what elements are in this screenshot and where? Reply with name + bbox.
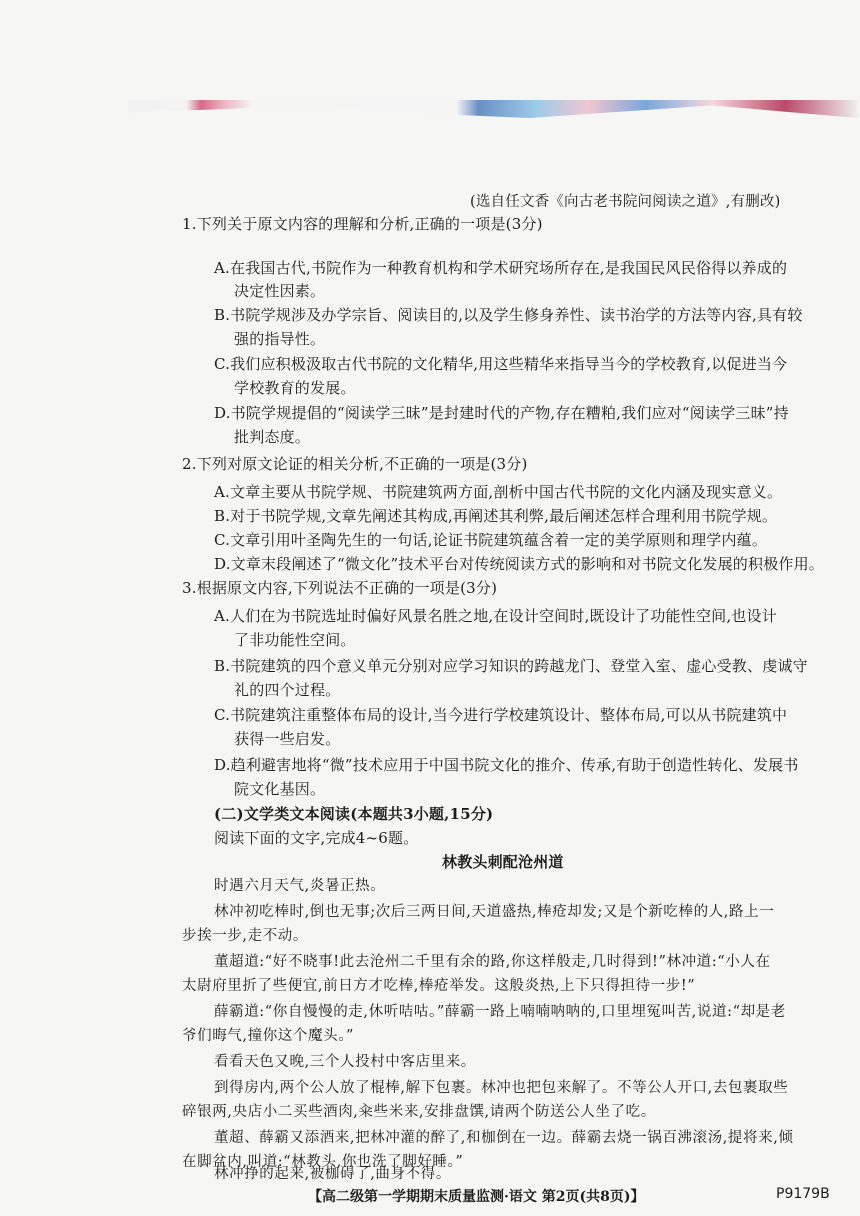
passage-paragraph: 林冲初吃棒时,倒也无事;次后三两日间,天道盛热,棒疮却发;又是个新吃棒的人,路上一 (214, 904, 775, 920)
section-heading: (二)文学类文本阅读(本题共3小题,15分) (214, 805, 494, 823)
passage-paragraph: 林冲挣的起来,被枷碍了,曲身不得。 (214, 1166, 451, 1182)
question-1-option-d: D.书院学规提倡的“阅读学三昧”是封建时代的产物,存在糟粕,我们应对“阅读学三昧”持 (214, 404, 789, 422)
question-1-option-a-cont: 决定性因素。 (234, 282, 326, 300)
passage-paragraph-cont: 爷们晦气,撞你这个魔头。” (182, 1028, 355, 1044)
question-1-option-b: B.书院学规涉及办学宗旨、阅读目的,以及学生修身养性、读书治学的方法等内容,具有较 (214, 306, 803, 324)
question-3-option-d: D.趋利避害地将“微”技术应用于中国书院文化的推介、传承,有助于创造性转化、发展书 (214, 756, 799, 774)
question-3-option-c: C.书院建筑注重整体布局的设计,当今进行学校建筑设计、整体布局,可以从书院建筑中 (214, 706, 788, 724)
reading-instruction: 阅读下面的文字,完成4~6题。 (214, 829, 419, 847)
question-3-option-d-cont: 院文化基因。 (234, 780, 326, 798)
page-footer: 【高二级第一学期期末质量监测·语文 第2页(共8页)】 (308, 1189, 645, 1205)
question-1-option-c-cont: 学校教育的发展。 (234, 379, 356, 397)
passage-paragraph: 薛霸道:“你自慢慢的走,休听咭咕。”薛霸一路上喃喃呐呐的,口里埋冤叫苦,说道:“却是老 (214, 1004, 786, 1020)
question-3-option-c-cont: 获得一些启发。 (234, 730, 341, 748)
question-2-option-a: A.文章主要从书院学规、书院建筑两方面,剖析中国古代书院的文化内涵及现实意义。 (214, 483, 783, 501)
question-1-option-a: A.在我国古代,书院作为一种教育机构和学术研究场所存在,是我国民风民俗得以养成的 (214, 259, 788, 277)
exam-code: P9179B (776, 1186, 830, 1202)
passage-title: 林教头刺配沧州道 (442, 853, 564, 871)
passage-paragraph: 董超、薛霸又添酒来,把林冲灌的醉了,和枷倒在一边。薛霸去烧一锅百沸滚汤,提将来,倾 (214, 1130, 794, 1146)
passage-paragraph: 时遇六月天气,炎暑正热。 (214, 878, 386, 894)
decorative-banner (128, 100, 858, 118)
question-1-option-c: C.我们应积极汲取古代书院的文化精华,用这些精华来指导当今的学校教育,以促进当今 (214, 355, 788, 373)
question-3-option-a: A.人们在为书院选址时偏好风景名胜之地,在设计空间时,既设计了功能性空间,也设计 (214, 607, 777, 625)
question-2-stem: 2.下列对原文论证的相关分析,不正确的一项是(3分) (182, 455, 528, 473)
passage-paragraph-cont: 在脚盆内,叫道:“林教头,你也洗了脚好睡。” (182, 1154, 464, 1170)
passage-paragraph: 到得房内,两个公人放了棍棒,解下包裹。林冲也把包来解了。不等公人开口,去包裹取些 (214, 1080, 789, 1096)
passage-paragraph-cont: 步挨一步,走不动。 (182, 928, 309, 944)
question-3-option-a-cont: 了非功能性空间。 (234, 631, 356, 649)
passage-paragraph: 看看天色又晚,三个人投村中客店里来。 (214, 1054, 476, 1070)
passage-paragraph: 董超道:“好不晓事!此去沧州二千里有余的路,你这样般走,几时得到!”林冲道:“小人在 (214, 954, 771, 970)
question-1-option-b-cont: 强的指导性。 (234, 330, 326, 348)
question-1-stem: 1.下列关于原文内容的理解和分析,正确的一项是(3分) (182, 215, 543, 233)
question-3-option-b: B.书院建筑的四个意义单元分别对应学习知识的跨越龙门、登堂入室、虚心受教、虔诚守 (214, 657, 808, 675)
question-2-option-b: B.对于书院学规,文章先阐述其构成,再阐述其利弊,最后阐述怎样合理利用书院学规。 (214, 507, 778, 525)
question-1-option-d-cont: 批判态度。 (234, 428, 311, 446)
question-2-option-c: C.文章引用叶圣陶先生的一句话,论证书院建筑蕴含着一定的美学原则和理学内蕴。 (214, 531, 768, 549)
passage-paragraph-cont: 碎银两,央店小二买些酒肉,籴些米来,安排盘馔,请两个防送公人坐了吃。 (182, 1104, 656, 1120)
question-2-option-d: D.文章末段阐述了“微文化”技术平台对传统阅读方式的影响和对书院文化发展的积极作用。 (214, 555, 825, 573)
question-3-option-b-cont: 礼的四个过程。 (234, 681, 341, 699)
passage-paragraph-cont: 太尉府里折了些便宜,前日方才吃棒,棒疮举发。这般炎热,上下只得担待一步!” (182, 978, 696, 994)
question-3-stem: 3.根据原文内容,下列说法不正确的一项是(3分) (182, 579, 498, 597)
source-citation: (选自任文香《向古老书院问阅读之道》,有删改) (470, 194, 781, 210)
